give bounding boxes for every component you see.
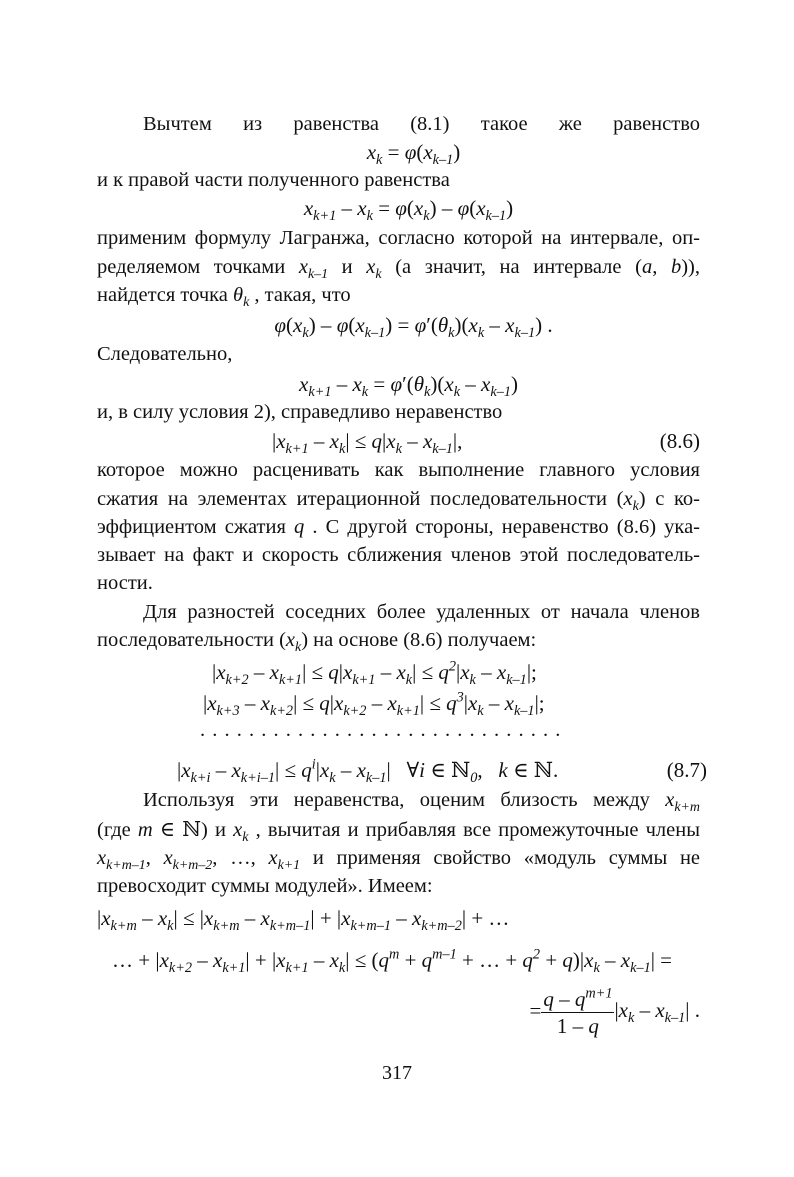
numbered-formula <box>97 756 707 786</box>
text-line: Следовательно, <box>97 343 233 365</box>
formula: $\varphi(x_k) - \varphi(x_{k-1}) = \varphi'(\theta_k)(x_k - x_{k-1})$ . <box>274 313 553 341</box>
text-line: Используя эти неравенства, оценим близость между $x_{k+m}$ <box>143 789 700 815</box>
text-line: $x_{k+m-1}$, $x_{k+m-2}$, …, $x_{k+1}$ и применяя свойство «модуль суммы не <box>97 847 701 873</box>
text-line: и, в силу условия 2), справедливо неравенство <box>97 401 503 423</box>
text-line: сжатия на элементах итерационной последовательности $(x_k)$ с ко- <box>97 488 701 514</box>
formula: $|x_{k+1} - x_k| \le q|x_k - x_{k-1}|$, <box>272 429 463 457</box>
formula: $x_k = \varphi(x_{k-1})$ <box>366 140 461 168</box>
equation-number: (8.7) <box>666 758 707 782</box>
equation-number: (8.6) <box>659 429 700 453</box>
numerator: q – $q^{m+1}$ <box>543 985 613 1011</box>
text-line: ности. <box>97 572 153 594</box>
text-line: которое можно расценивать как выполнение главного условия <box>97 459 700 481</box>
text-line: Вычтем из равенства (8.1) такое же равенство <box>143 113 700 135</box>
text-line: (где m ∈ ℕ) и $x_k$ , вычитая и прибавляя все промежуточные члены <box>97 819 700 845</box>
formula-tail: $|x_k - x_{k-1}|$ . <box>614 998 700 1027</box>
text-line: найдется точка $\theta_k$ , такая, что <box>97 284 351 310</box>
formula: … + $|x_{k+2} - x_{k+1}| + |x_{k+1} - x_k| \le (q^m + q^{m-1}$ + … + $q^2 + q)|x_k - x_{k-1}|$ = <box>112 946 673 976</box>
equals-sign: = <box>529 998 542 1023</box>
formula: $|x_{k+2} - x_{k+1}| \le q|x_{k+1} - x_k| \le q^2|x_k - x_{k-1}|$; <box>212 658 537 688</box>
fraction <box>541 986 614 1039</box>
text-line: Для разностей соседних более удаленных от начала членов <box>143 601 700 623</box>
formula: $x_{k+1} - x_k = \varphi'(\theta_k)(x_k - x_{k-1})$ <box>299 372 518 400</box>
ellipsis-row: . . . . . . . . . . . . . . . . . . . . . . . . . . . . . . <box>200 719 562 741</box>
formula: $|x_{k+3} - x_{k+2}| \le q|x_{k+2} - x_{k+1}| \le q^3|x_k - x_{k-1}|$; <box>203 689 545 719</box>
text-line: ределяемом точками $x_{k-1}$ и $x_k$ (а значит, на интервале (a, b)), <box>97 256 700 282</box>
final-formula <box>530 986 700 1039</box>
text-line: зывает на факт и скорость сближения членов этой последователь- <box>97 544 700 566</box>
numbered-formula <box>97 429 700 457</box>
denominator: 1 – q <box>556 1014 599 1038</box>
formula: $x_{k+1} - x_k = \varphi(x_k) - \varphi(x_{k-1})$ <box>303 196 514 224</box>
page-number: 317 <box>382 1062 412 1084</box>
text-line: и к правой части полученного равенства <box>97 169 450 191</box>
text-line: последовательности $(x_k)$ на основе (8.6) получаем: <box>97 629 537 655</box>
formula: $|x_{k+i} - x_{k+i-1}| \le q^i|x_k - x_{k-1}|$ ∀i ∈ ℕ$_0$, k ∈ ℕ. <box>177 756 559 786</box>
text-line: превосходит суммы модулей». Имеем: <box>97 875 433 897</box>
text-line: эффициентом сжатия q . С другой стороны, неравенство (8.6) ука- <box>97 516 700 538</box>
text-line: применим формулу Лагранжа, согласно которой на интервале, оп- <box>97 227 700 249</box>
formula: $|x_{k+m} - x_k| \le |x_{k+m} - x_{k+m-1}| + |x_{k+m-1} - x_{k+m-2}|$ + … <box>97 906 510 934</box>
